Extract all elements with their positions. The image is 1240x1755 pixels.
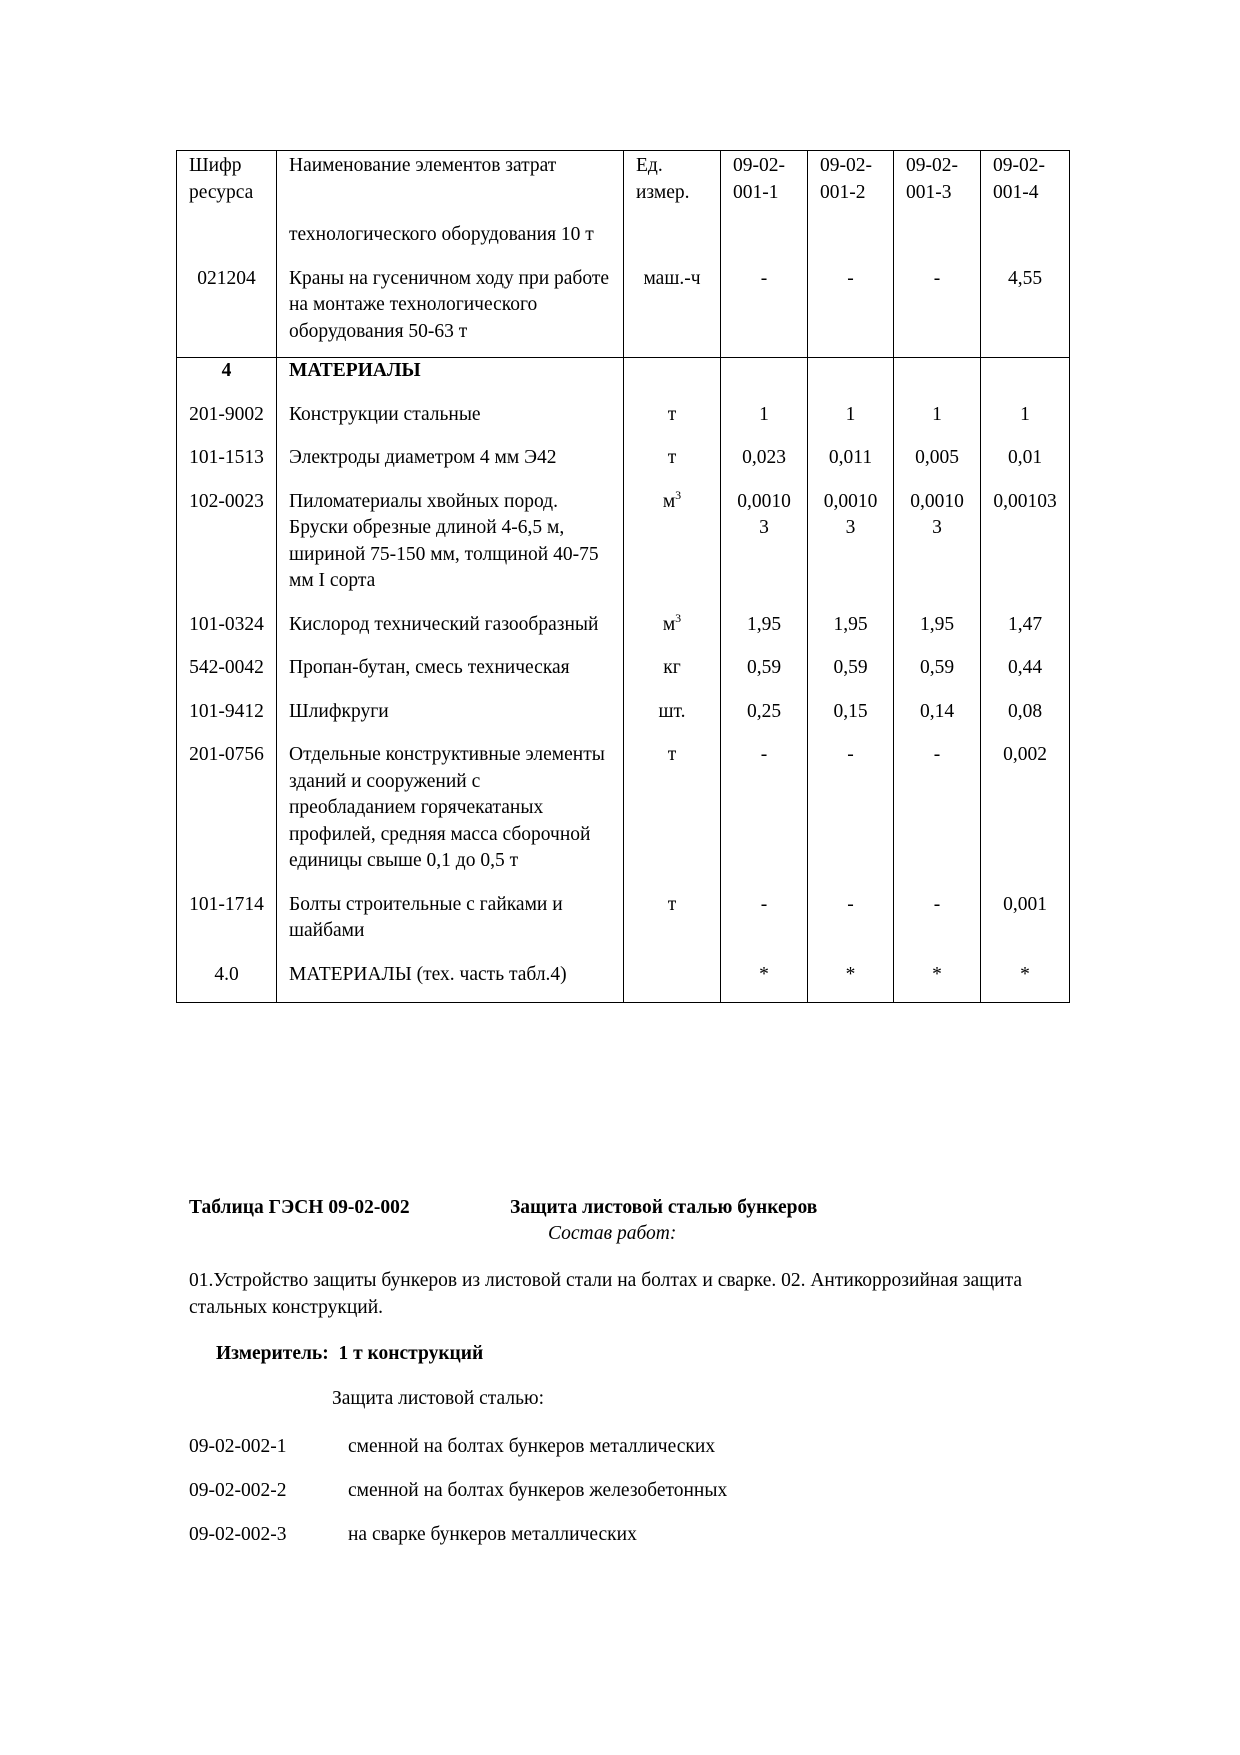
header-col-1: 09-02-001-1 (721, 151, 808, 223)
row-value: 1,95 (808, 612, 894, 656)
table-row-crane (177, 266, 1070, 358)
row-value: 0,59 (808, 655, 894, 699)
row-name: Электроды диаметром 4 мм Э42 (277, 445, 624, 489)
row-value: - (894, 892, 981, 962)
row-code: 101-1714 (177, 892, 277, 962)
row-value: - (894, 266, 981, 358)
row-value: 1,95 (721, 612, 808, 656)
row-unit: м (662, 613, 676, 635)
row-code: 021204 (177, 266, 277, 358)
item-text-3: на сварке бункеров металлических (348, 1524, 637, 1545)
row-value: - (808, 266, 894, 358)
row-name: Пиломатериалы хвойных пород. Бруски обрезные длиной 4-6,5 м, шириной 75-150 мм, толщиной 40-75 мм I сорта (277, 489, 624, 612)
row-code: 201-0756 (177, 742, 277, 892)
row-value: 0,59 (894, 655, 981, 699)
item-code-3: 09-02-002-3 (189, 1524, 287, 1545)
row-code: 101-0324 (177, 612, 277, 656)
row-value: - (808, 742, 894, 892)
row-value: - (894, 742, 981, 892)
header-name: Наименование элементов затрат (277, 151, 624, 223)
row-value: - (721, 742, 808, 892)
row-value: 0,15 (808, 699, 894, 743)
row-value: 1 (808, 402, 894, 446)
table-row (177, 402, 1070, 446)
row-name: МАТЕРИАЛЫ (тех. часть табл.4) (277, 962, 624, 1003)
row-value: 0,44 (981, 655, 1070, 699)
row-value: 0,023 (721, 445, 808, 489)
row-value: - (721, 892, 808, 962)
row-name: Пропан-бутан, смесь техническая (277, 655, 624, 699)
header-col-3: 09-02-001-3 (894, 151, 981, 223)
subheading: Защита листовой сталью: (332, 1388, 544, 1409)
row-unit (624, 962, 721, 1003)
row-unit: кг (663, 657, 681, 678)
row-unit: шт. (658, 700, 686, 722)
row-value: 0,08 (981, 699, 1070, 743)
row-value: * (894, 962, 981, 1003)
row-value: 0,002 (981, 742, 1070, 892)
table-row-continued (177, 222, 1070, 266)
next-table-label: Таблица ГЭСН 09-02-002 (189, 1197, 410, 1218)
row-value: - (808, 892, 894, 962)
item-code-1: 09-02-002-1 (189, 1436, 287, 1457)
row-value: 0,14 (894, 699, 981, 743)
row-value: * (981, 962, 1070, 1003)
table-row (177, 612, 1070, 656)
section-name: МАТЕРИАЛЫ (289, 360, 421, 381)
row-name: Конструкции стальные (277, 402, 624, 446)
row-name: Болты строительные с гайками и шайбами (277, 892, 624, 962)
table-header-row (177, 151, 1070, 223)
row-name: Кислород технический газообразный (277, 612, 624, 656)
row-value: * (808, 962, 894, 1003)
row-value: 0,59 (721, 655, 808, 699)
table-row (177, 892, 1070, 962)
row-name: Отдельные конструктивные элементы зданий и сооружений с преобладанием горячекатаных профилей, средняя масса сборочной единицы свыше 0,1 до 0,5 т (277, 742, 624, 892)
works-text: 01.Устройство защиты бункеров из листовой стали на болтах и сварке. 02. Антикоррозийная защита стальных конструкций. (189, 1270, 1023, 1318)
row-unit-sup: 3 (675, 610, 682, 625)
row-code: 201-9002 (177, 402, 277, 446)
table-row (177, 699, 1070, 743)
row-value: 0,25 (721, 699, 808, 743)
table-row (177, 742, 1070, 892)
section-row-materials (177, 358, 1070, 402)
header-col-2: 09-02-001-2 (808, 151, 894, 223)
row-value: 1 (981, 402, 1070, 446)
row-value: 0,00103 (981, 489, 1070, 612)
row-value: 1 (894, 402, 981, 446)
row-value: 1,47 (981, 612, 1070, 656)
row-value: 0,00103 (721, 489, 808, 612)
row-name: Краны на гусеничном ходу при работе на монтаже технологического оборудования 50-63 т (277, 266, 624, 358)
item-code-2: 09-02-002-2 (189, 1480, 287, 1501)
row-name: технологического оборудования 10 т (277, 222, 624, 266)
row-value: 0,005 (894, 445, 981, 489)
row-value: - (721, 266, 808, 358)
row-unit-sup: 3 (675, 487, 682, 502)
header-unit: Ед. измер. (624, 151, 721, 223)
row-value: 4,55 (981, 266, 1070, 358)
table-row (177, 655, 1070, 699)
row-code: 542-0042 (177, 655, 277, 699)
row-value: 0,00103 (808, 489, 894, 612)
section-code: 4 (221, 360, 232, 381)
header-code: Шифр ресурса (177, 151, 277, 223)
table-row (177, 445, 1070, 489)
resources-table (176, 150, 1070, 1003)
row-unit: т (667, 744, 677, 765)
table-row-total (177, 962, 1070, 1003)
row-value: 0,011 (808, 445, 894, 489)
row-unit: т (667, 893, 677, 915)
row-unit: т (667, 447, 677, 468)
row-code: 101-1513 (177, 445, 277, 489)
item-text-2: сменной на болтах бункеров железобетонных (348, 1480, 728, 1501)
row-value: 0,00103 (894, 489, 981, 612)
table-row (177, 489, 1070, 612)
header-col-4: 09-02-001-4 (981, 151, 1070, 223)
row-code: 102-0023 (177, 489, 277, 612)
works-heading: Состав работ: (548, 1223, 677, 1244)
next-table-title: Защита листовой сталью бункеров (510, 1197, 818, 1218)
row-unit: т (667, 403, 677, 425)
row-unit: м (662, 490, 676, 512)
item-text-1: сменной на болтах бункеров металлических (348, 1436, 716, 1457)
row-code: 101-9412 (177, 699, 277, 743)
row-unit: маш.-ч (624, 266, 721, 358)
row-value: 0,001 (981, 892, 1070, 962)
row-name: Шлифкруги (277, 699, 624, 743)
row-value: 0,01 (981, 445, 1070, 489)
meter: Измеритель: 1 т конструкций (216, 1343, 484, 1364)
row-code: 4.0 (177, 962, 277, 1003)
row-value: 1,95 (894, 612, 981, 656)
row-value: 1 (721, 402, 808, 446)
row-value: * (721, 962, 808, 1003)
